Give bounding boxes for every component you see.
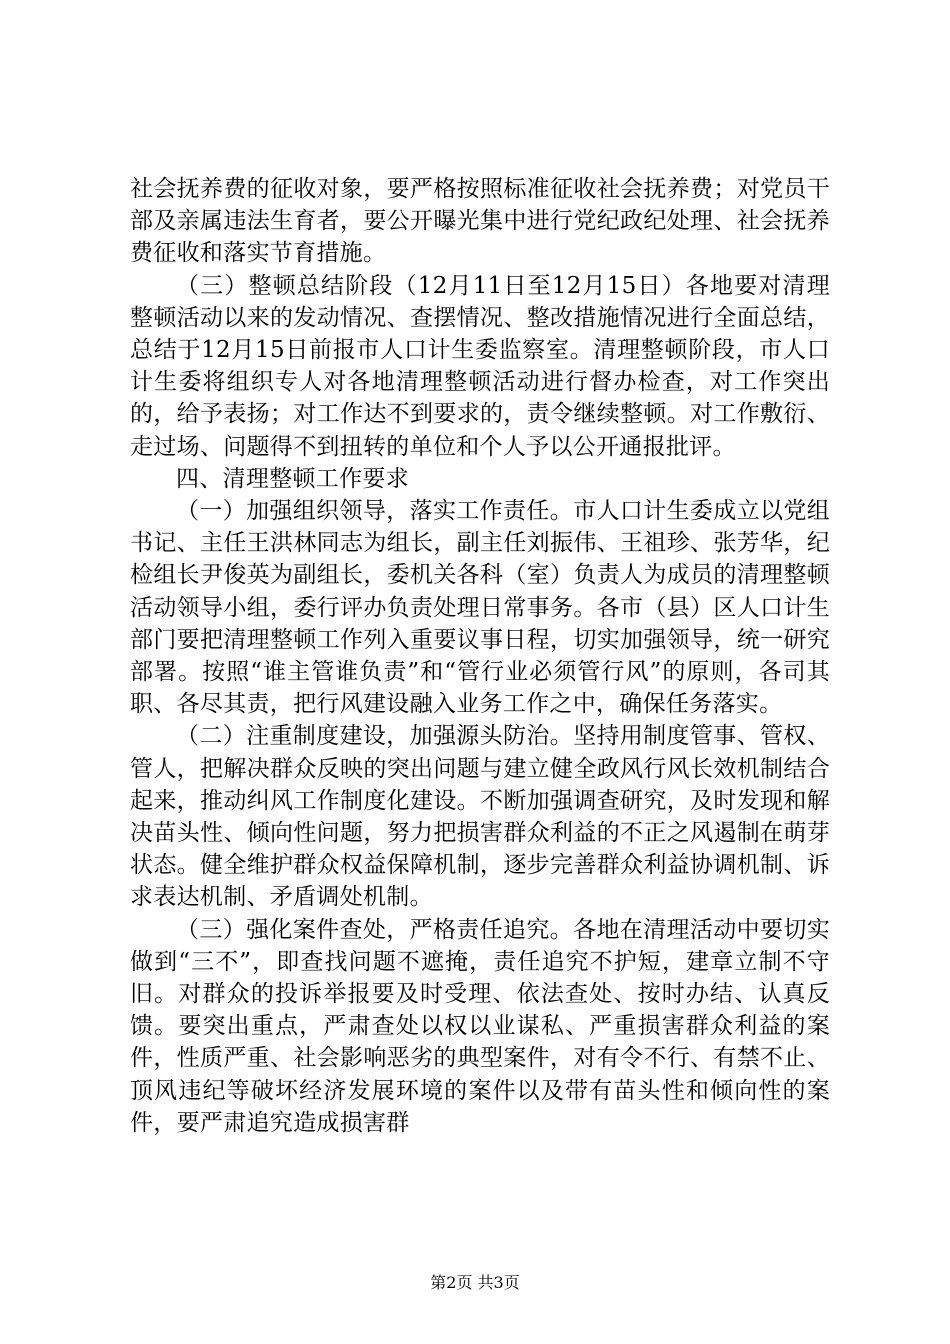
paragraph-continuation: 社会抚养费的征收对象，要严格按照标准征收社会抚养费；对党员干部及亲属违法生育者，要公开曝光集中进行党纪政纪处理、社会抚养费征收和落实节育措施。 (130, 176, 830, 267)
body-text (130, 173, 830, 1139)
paragraph-requirement-three: （三）强化案件查处，严格责任追究。各地在清理活动中要切实做到“三不”，即查找问题不遮掩，责任追究不护短，建章立制不守旧。对群众的投诉举报要及时受理、依法查处、按时办结、认真反馈。要突出重点，严肃查处以权以业谋私、严重损害群众利益的案件，性质严重、社会影响恶劣的典型案件，对有令不行、有禁不止、顶风违纪等破坏经济发展环境的案件以及带有苗头性和倾向性的案件，要严肃追究造成损害群 (130, 916, 830, 1136)
page-footer: 第2页 共3页 (430, 1273, 520, 1292)
paragraph-requirement-one: （一）加强组织领导，落实工作责任。市人口计生委成立以党组书记、主任王洪林同志为组长，副主任刘振伟、王祖珍、张芳华，纪检组长尹俊英为副组长，委机关各科（室）负责人为成员的清理整顿活动领导小组，委行评办负责处理日常事务。各市（县）区人口计生部门要把清理整顿工作列入重要议事日程，切实加强领导，统一研究部署。按照“谁主管谁负责”和“管行业必须管行风”的原则，各司其职、各尽其责，把行风建设融入业务工作之中，确保任务落实。 (130, 498, 830, 718)
paragraph-stage-three: （三）整顿总结阶段（12月11日至12月15日）各地要对清理整顿活动以来的发动情况、查摆情况、整改措施情况进行全面总结，总结于12月15日前报市人口计生委监察室。清理整顿阶段，市人口计生委将组织专人对各地清理整顿活动进行督办检查，对工作突出的，给予表扬；对工作达不到要求的，责令继续整顿。对工作敷衍、走过场、问题得不到扭转的单位和个人予以公开通报批评。 (130, 272, 830, 460)
section-heading: 四、清理整顿工作要求 (176, 465, 409, 492)
paragraph-requirement-two: （二）注重制度建设，加强源头防治。坚持用制度管事、管权、管人，把解决群众反映的突出问题与建立健全政风行风长效机制结合起来，推动纠风工作制度化建设。不断加强调查研究，及时发现和解决苗头性、倾向性问题，努力把损害群众利益的不正之风遏制在萌芽状态。健全维护群众权益保障机制，逐步完善群众利益协调机制、诉求表达机制、矛盾调处机制。 (130, 723, 830, 911)
